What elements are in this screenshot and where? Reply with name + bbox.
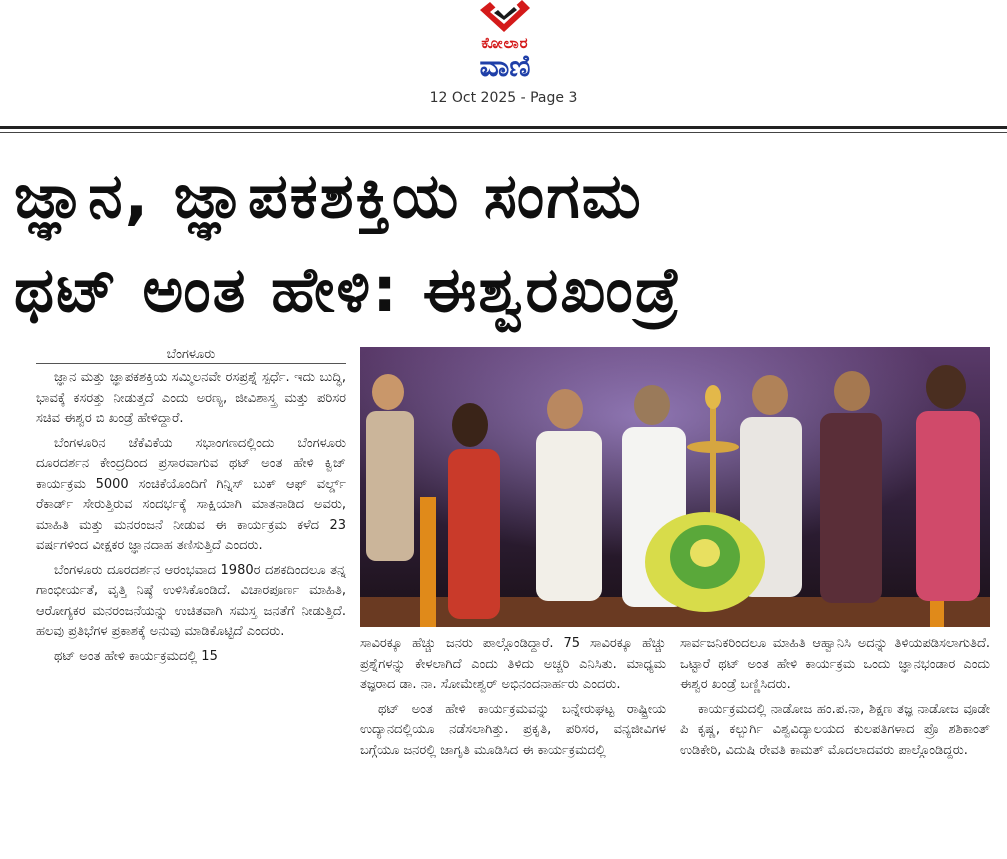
paragraph: ಕಾರ್ಯಕ್ರಮದಲ್ಲಿ ನಾಡೋಜ ಹಂ.ಪ.ನಾ, ಶಿಕ್ಷಣ ತಜ್ಞ ನಾಡೋಜ ವೂಡೇ ಪಿ ಕೃಷ್ಣ, ಕಲ್ಬುರ್ಗಿ ವಿಶ್ವವಿದ್ಯಾಲಯದ ಕುಲಪತಿಗಳಾದ ಪ್ರೊ ಶಶಿಕಾಂತ್ ಉಡಿಕೇರಿ, ವಿದುಷಿ ರೇವತಿ ಕಾಮತ್ ಮೊದಲಾದವರು ಪಾಲ್ಗೊಂಡಿದ್ದರು. (680, 701, 990, 758)
header-divider-thin (0, 132, 1007, 133)
paragraph: ಥಟ್ ಅಂತ ಹೇಳಿ ಕಾರ್ಯಕ್ರಮದಲ್ಲಿ 15 (54, 648, 218, 664)
article-column-2 (360, 634, 666, 859)
edition-dateline: 12 Oct 2025 - Page 3 (429, 90, 578, 106)
article-column-1 (36, 368, 346, 858)
newspaper-logo (450, 0, 560, 88)
checkmark-logo-icon (478, 0, 532, 34)
article-column-3 (680, 634, 990, 859)
paragraph: ಥಟ್ ಅಂತ ಹೇಳಿ ಕಾರ್ಯಕ್ರಮವನ್ನು ಬನ್ನೇರುಘಟ್ಟ ರಾಷ್ಟ್ರೀಯ ಉದ್ಯಾನದಲ್ಲಿಯೂ ನಡೆಸಲಾಗಿತ್ತು. ಪ್ರಕೃತಿ, ಪರಿಸರ, ವನ್ಯಜೀವಿಗಳ ಬಗ್ಗೆಯೂ ಜನರಲ್ಲಿ ಜಾಗೃತಿ ಮೂಡಿಸಿದ ಈ ಕಾರ್ಯಕ್ರಮದಲ್ಲಿ (360, 701, 666, 758)
paragraph: ಬೆಂಗಳೂರಿನ ಜೆಕೆವಿಕೆಯ ಸಭಾಂಗಣದಲ್ಲಿಂದು ಬೆಂಗಳೂರು ದೂರದರ್ಶನ ಕೇಂದ್ರದಿಂದ ಪ್ರಸಾರವಾಗುವ ಥಟ್ ಅಂತ ಹೇಳಿ ಕ್ವಿಜ್ ಕಾರ್ಯಕ್ರಮ 5000 ಸಂಚಿಕೆಯೊಂದಿಗೆ ಗಿನ್ನಿಸ್ ಬುಕ್ ಆಫ್ ವರ್ಲ್ಡ್ ರೆಕಾರ್ಡ್ ಸೇರುತ್ತಿರುವ ಸಂದರ್ಭಕ್ಕೆ ಸಾಕ್ಷಿಯಾಗಿ ಮಾತನಾಡಿದ ಅವರು, ಮಾಹಿತಿ ಮತ್ತು ಮನರಂಜನೆ ನೀಡುವ ಈ ಕಾರ್ಯಕ್ರಮ ಕಳೆದ 23 ವರ್ಷಗಳಿಂದ ವೀಕ್ಷಕರ ಜ್ಞಾನದಾಹ ತಣಿಸುತ್ತಿದೆ ಎಂದರು. (36, 435, 346, 553)
logo-top-text: ಕೋಲಾರ (481, 34, 529, 52)
paragraph: ಬೆಂಗಳೂರು ದೂರದರ್ಶನ ಆರಂಭವಾದ 1980ರ ದಶಕದಿಂದಲೂ ತನ್ನ ಗಾಂಭೀರ್ಯತೆ, ವೃತ್ತಿ ನಿಷ್ಠೆ ಉಳಿಸಿಕೊಂಡಿದೆ. ವಿಚಾರಪೂರ್ಣ ಮಾಹಿತಿ, ಆರೋಗ್ಯಕರ ಮನರಂಜನೆಯನ್ನು ಉಚಿತವಾಗಿ ಸಮಸ್ತ ಜನತೆಗೆ ನೀಡುತ್ತಿದೆ. ಹಲವು ಪ್ರತಿಭೆಗಳ ಪ್ರಕಾಶಕ್ಕೆ ಅನುವು ಮಾಡಿಕೊಟ್ಟಿದೆ ಎಂದರು. (36, 562, 346, 639)
masthead (0, 0, 1007, 118)
paragraph: ಸಾರ್ವಜನಿಕರಿಂದಲೂ ಮಾಹಿತಿ ಆಹ್ವಾನಿಸಿ ಅದನ್ನು ತಿಳಿಯಪಡಿಸಲಾಗುತಿದೆ. ಒಟ್ಟಾರೆ ಥಟ್ ಅಂತ ಹೇಳಿ ಕಾರ್ಯಕ್ರಮ ಒಂದು ಜ್ಞಾನಭಂಡಾರ ಎಂದು ಈಶ್ವರ ಖಂಡ್ರೆ ಬಣ್ಣಿಸಿದರು. (680, 636, 990, 692)
lamp-lighting-photo-illustration (360, 347, 990, 627)
header-divider (0, 126, 1007, 129)
paragraph: ಸಾವಿರಕ್ಕೂ ಹೆಚ್ಚು ಜನರು ಪಾಲ್ಗೊಂಡಿದ್ದಾರೆ. 75 ಸಾವಿರಕ್ಕೂ ಹೆಚ್ಚು ಪ್ರಶ್ನೆಗಳನ್ನು ಕೇಳಲಾಗಿದೆ ಎಂದು ತಿಳಿದು ಅಚ್ಚರಿ ಎನಿಸಿತು. ಮಾಧ್ಯಮ ತಜ್ಞರಾದ ಡಾ. ನಾ. ಸೋಮೇಶ್ವರ್ ಅಭಿನಂದನಾರ್ಹರು ಎಂದರು. (360, 636, 666, 692)
event-photo (360, 347, 990, 627)
logo-main-text: ವಾಣಿ (479, 49, 531, 84)
headline-line-1: ಜ್ಞಾನ, ಜ್ಞಾಪಕಶಕ್ತಿಯ ಸಂಗಮ (14, 159, 643, 232)
article-location: ಬೆಂಗಳೂರು (36, 347, 346, 364)
headline-line-2: ಥಟ್ ಅಂತ ಹೇಳಿ: ಈಶ್ವರಖಂಡ್ರೆ (14, 253, 682, 326)
paragraph: ಜ್ಞಾನ ಮತ್ತು ಜ್ಞಾಪಕಶಕ್ತಿಯ ಸಮ್ಮಿಲನವೇ ರಸಪ್ರಶ್ನೆ ಸ್ಪರ್ಧೆ. ಇದು ಬುದ್ಧಿ, ಭಾವಕ್ಕೆ ಕಸರತ್ತು ನೀಡುತ್ತದೆ ಎಂದು ಅರಣ್ಯ, ಜೀವಿಶಾಸ್ತ್ರ ಮತ್ತು ಪರಿಸರ ಸಚಿವ ಈಶ್ವರ ಬಿ ಖಂಡ್ರೆ ಹೇಳಿದ್ದಾರೆ. (36, 370, 346, 426)
